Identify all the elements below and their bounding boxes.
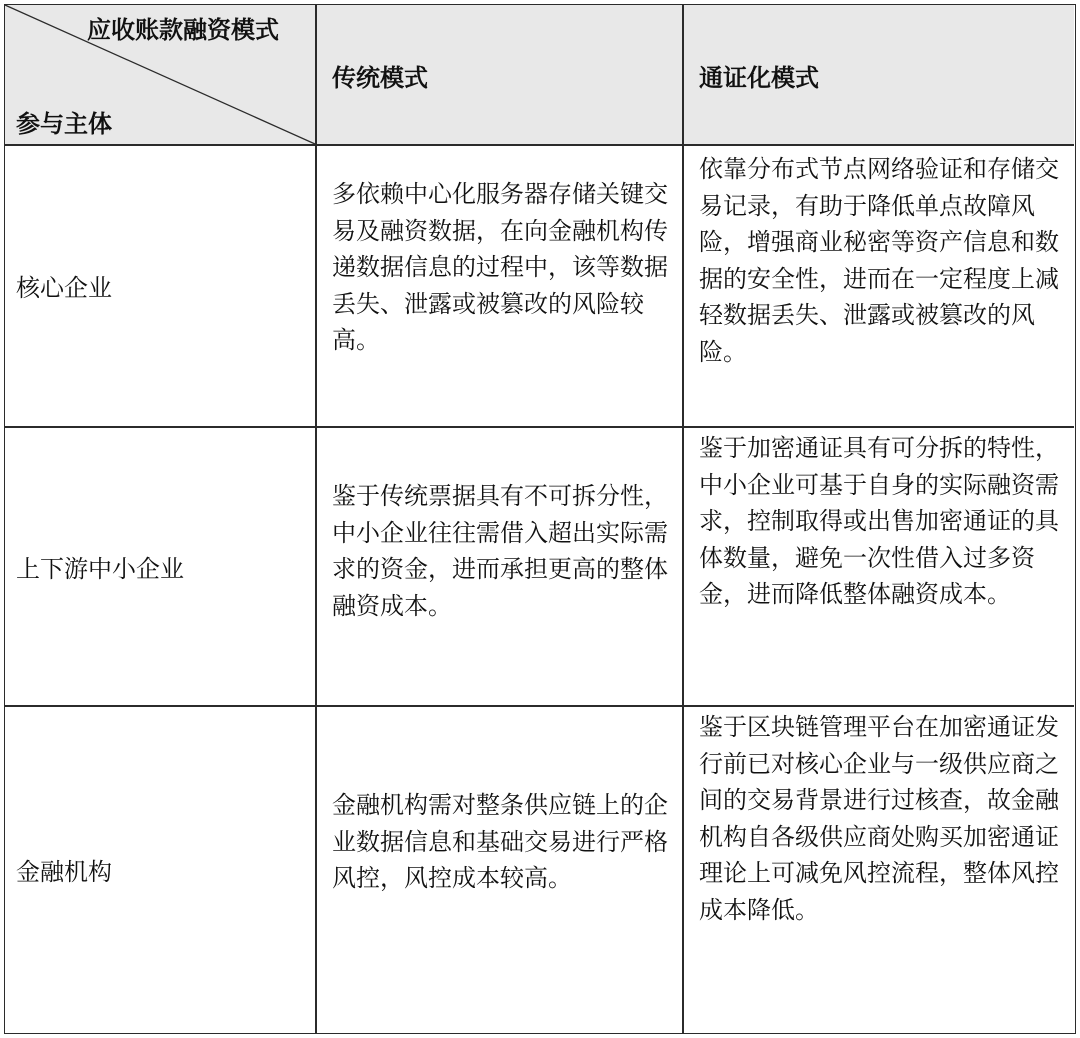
entity-label: 金融机构 xyxy=(16,858,112,886)
traditional-text: 金融机构需对整条供应链上的企业数据信息和基础交易进行严格风控，风控成本较高。 xyxy=(332,791,668,892)
table-row-core-traditional xyxy=(317,146,682,426)
table-row-sme-tokenized xyxy=(684,428,1074,705)
column-divider xyxy=(682,5,684,1033)
diagonal-header-top: 应收账款融资模式 xyxy=(87,16,279,44)
row-divider xyxy=(5,705,1074,707)
table-row-sme-traditional xyxy=(317,428,682,705)
column-divider xyxy=(315,5,317,1033)
table-row-fi-tokenized xyxy=(684,707,1074,1033)
traditional-text: 鉴于传统票据具有不可拆分性，中小企业往往需借入超出实际需求的资金，进而承担更高的整体融资成本。 xyxy=(332,482,668,620)
table-row-fi-traditional xyxy=(317,707,682,1033)
header-tokenized: 通证化模式 xyxy=(699,64,819,92)
traditional-text: 多依赖中心化服务器存储关键交易及融资数据，在向金融机构传递数据信息的过程中，该等数据丢失、泄露或被篡改的风险较高。 xyxy=(332,180,668,354)
header-traditional: 传统模式 xyxy=(332,64,428,92)
row-divider xyxy=(5,426,1074,428)
tokenized-text: 依靠分布式节点网络验证和存储交易记录，有助于降低单点故障风险，增强商业秘密等资产信息和数据的安全性，进而在一定程度上减轻数据丢失、泄露或被篡改的风险。 xyxy=(699,155,1059,366)
header-tokenized-cell xyxy=(684,5,1074,144)
table-row-sme-entity xyxy=(5,428,315,705)
entity-label: 核心企业 xyxy=(16,274,112,302)
tokenized-text: 鉴于区块链管理平台在加密通证发行前已对核心企业与一级供应商之间的交易背景进行过核查，故金融机构自各级供应商处购买加密通证理论上可减免风控流程，整体风控成本降低。 xyxy=(699,713,1059,924)
diagonal-header-cell xyxy=(5,5,315,144)
tokenized-text: 鉴于加密通证具有可分拆的特性，中小企业可基于自身的实际融资需求，控制取得或出售加密通证的具体数量，避免一次性借入过多资金，进而降低整体融资成本。 xyxy=(699,434,1059,608)
table-row-core-entity xyxy=(5,146,315,426)
entity-label: 上下游中小企业 xyxy=(16,555,184,583)
header-traditional-cell xyxy=(317,5,682,144)
table-row-fi-entity xyxy=(5,707,315,1033)
row-divider xyxy=(5,144,1074,146)
table-row-core-tokenized xyxy=(684,146,1074,426)
diagonal-header-bottom: 参与主体 xyxy=(16,110,112,138)
comparison-table xyxy=(4,4,1076,1034)
